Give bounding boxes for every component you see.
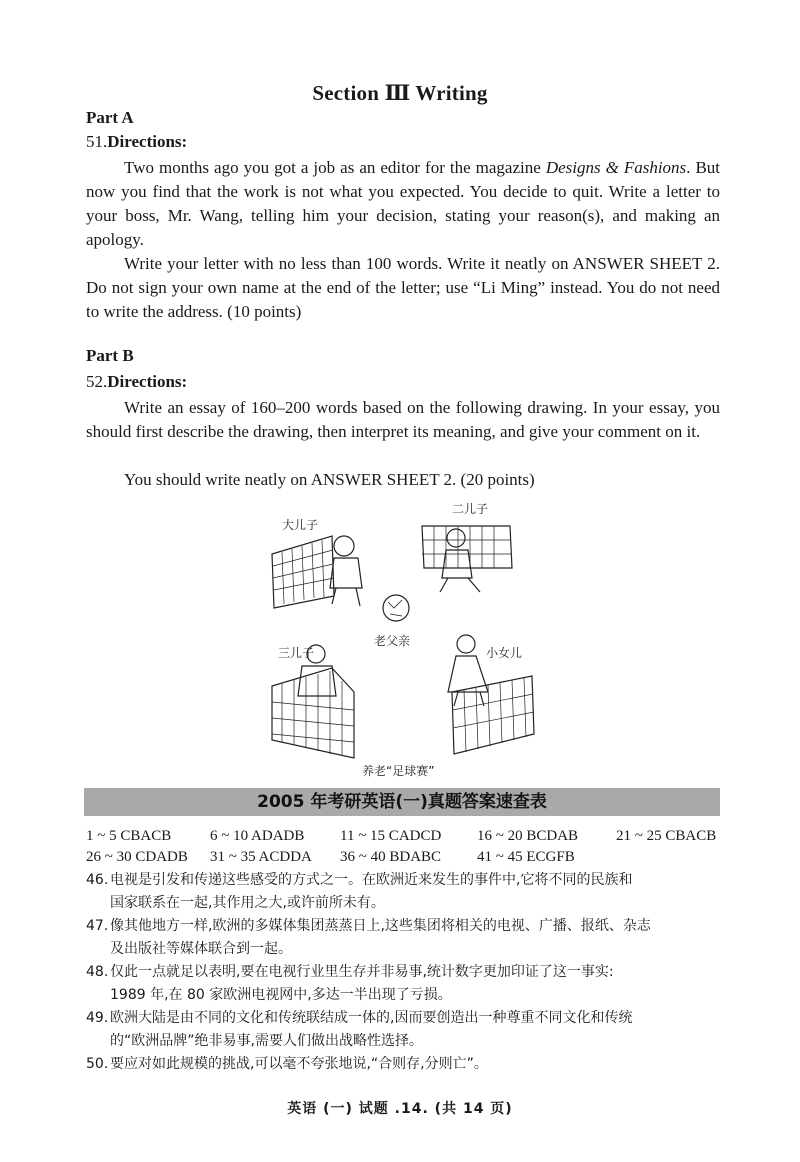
figure-caption: 养老“足球赛” [362, 764, 435, 778]
item-text: 要应对如此规模的挑战,可以毫不夸张地说,“合则存,分则亡”。 [110, 1056, 488, 1072]
translation-item [86, 1007, 726, 1030]
directions-label: Directions: [107, 372, 188, 391]
answer-key-banner: 2005 年考研英语(一)真题答案速查表 [84, 788, 720, 816]
label-daughter: 小女儿 [486, 646, 523, 660]
label-father: 老父亲 [374, 634, 411, 648]
answer-key-cell: 26 ~ 30 CDADB [86, 849, 188, 865]
part-b-heading: Part B [86, 346, 134, 365]
item-number: 50. [86, 1056, 109, 1072]
figure-eldest-son [334, 536, 354, 556]
figure-second-son [447, 529, 465, 547]
goal-net-bottom-right [452, 676, 534, 754]
figure-father [383, 595, 409, 621]
part-b-paragraph-1: Write an essay of 160–200 words based on the following drawing. In your essay, you should first describe the drawing, then interpret its meaning, and give your comment on it. [86, 398, 720, 441]
answer-key-cell: 6 ~ 10 ADADB [210, 828, 305, 844]
item-text: 仅此一点就足以表明,要在电视行业里生存并非易事,统计数字更加印证了这一事实: [110, 964, 614, 980]
translation-continuation: 及出版社等媒体联合到一起。 [110, 941, 292, 957]
translation-item [86, 869, 726, 892]
para-text: Two months ago you got a job as an editor for the magazine [124, 158, 546, 177]
figure-daughter [457, 635, 475, 653]
goal-net-right [422, 526, 512, 568]
answer-key-cell: 16 ~ 20 BCDAB [477, 828, 579, 844]
para-text: . But now you find that the work is not what you expected. You decide to quit. Write a letter to your boss, Mr. Wang, telling him your decision, stating your reason(s), and making an apology. [86, 158, 721, 249]
part-b-paragraph-2: You should write neatly on ANSWER SHEET 2. (20 points) [124, 470, 535, 489]
answer-key-cell: 1 ~ 5 CBACB [86, 828, 172, 844]
item-text: 欧洲大陆是由不同的文化和传统联结成一体的,因而要创造出一种尊重不同文化和传统 [110, 1010, 633, 1026]
label-eldest-son: 大儿子 [282, 518, 319, 532]
page-footer: 英语 (一) 试题 .14. (共 14 页) [287, 1101, 513, 1117]
answer-key-cell: 31 ~ 35 ACDDA [210, 849, 312, 865]
translation-continuation: 1989 年,在 80 家欧洲电视网中,多达一半出现了亏损。 [110, 987, 452, 1003]
part-a-heading: Part A [86, 108, 134, 127]
translation-item [86, 1053, 726, 1076]
translation-continuation: 的“欧洲品牌”绝非易事,需要人们做出战略性选择。 [110, 1033, 423, 1049]
item-number: 46. [86, 872, 109, 888]
translation-item [86, 915, 726, 938]
translation-item [86, 961, 726, 984]
question-number: 51. [86, 132, 108, 151]
item-number: 48. [86, 964, 109, 980]
section-title: Section Ⅲ Writing [312, 81, 488, 105]
item-text: 像其他地方一样,欧洲的多媒体集团蒸蒸日上,这些集团将相关的电视、广播、报纸、杂志 [110, 918, 651, 934]
label-second-son: 二儿子 [452, 502, 489, 516]
cartoon-drawing [262, 496, 542, 786]
question-51-header [86, 132, 187, 152]
question-52-header [86, 372, 187, 392]
translation-continuation: 国家联系在一起,其作用之大,或许前所未有。 [110, 895, 385, 911]
label-third-son: 三儿子 [278, 646, 315, 660]
question-number: 52. [86, 372, 108, 391]
part-a-paragraph-2: Write your letter with no less than 100 words. Write it neatly on ANSWER SHEET 2. Do not sign your own name at the end of the letter; use “Li Ming” instead. You do not need to write the address. (10 points) [86, 254, 720, 321]
magazine-title: Designs & Fashions [545, 158, 687, 177]
part-a-paragraph-1 [86, 156, 720, 252]
answer-key-cell: 21 ~ 25 CBACB [616, 828, 717, 844]
directions-label: Directions: [107, 132, 188, 151]
item-text: 电视是引发和传递这些感受的方式之一。在欧洲近来发生的事件中,它将不同的民族和 [110, 872, 633, 888]
answer-key-cell: 11 ~ 15 CADCD [340, 828, 442, 844]
item-number: 47. [86, 918, 109, 934]
answer-key-cell: 41 ~ 45 ECGFB [477, 849, 575, 865]
item-number: 49. [86, 1010, 109, 1026]
answer-key-cell: 36 ~ 40 BDABC [340, 849, 442, 865]
